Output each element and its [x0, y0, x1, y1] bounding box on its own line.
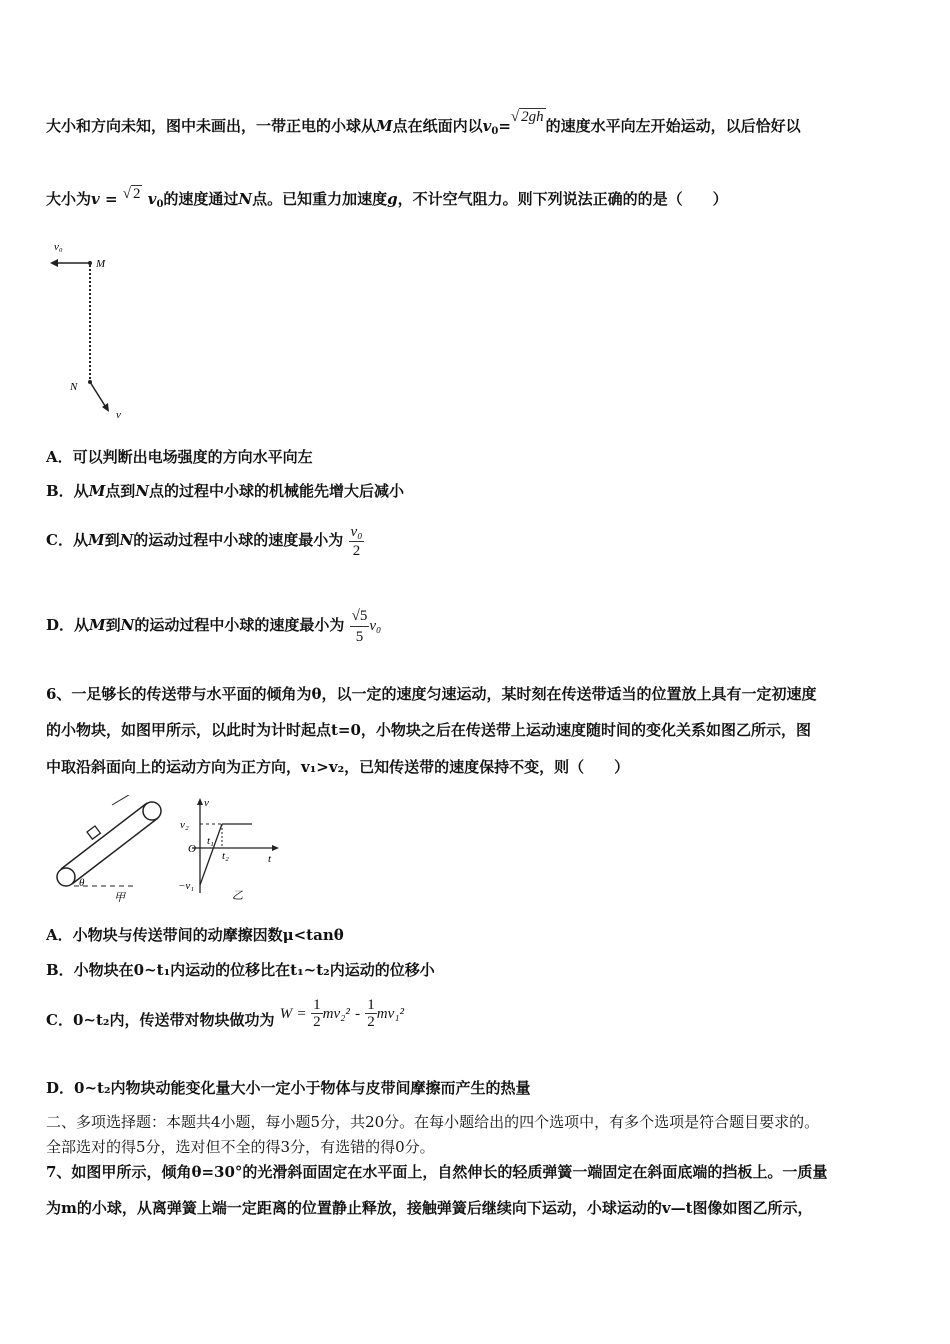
work-formula	[280, 991, 404, 1036]
q5-option-c	[46, 520, 364, 560]
section2-line1	[46, 1112, 819, 1132]
point-n: N	[120, 616, 135, 634]
minus: -	[355, 1005, 361, 1022]
fraction-v0-over-2	[349, 523, 365, 560]
point-m-dot	[88, 261, 92, 265]
text: A．小物块与传送带间的动摩擦因数μ<tanθ	[46, 926, 344, 944]
text: 点到	[105, 482, 136, 500]
q6-option-c	[46, 998, 404, 1044]
text: 的速度通过	[163, 190, 239, 208]
q6-option-b	[46, 960, 435, 980]
text: A．可以判断出电场强度的方向水平向左	[46, 448, 313, 466]
q5-figure	[46, 236, 146, 426]
point-n: N	[238, 190, 253, 208]
label-m: M	[96, 258, 106, 270]
text: 为m的小球，从离弹簧上端一定距离的位置静止释放，接触弹簧后继续向下运动，小球运动的v—t图像如图乙所示，	[46, 1199, 813, 1217]
label-t1: t₁	[207, 835, 214, 847]
text: 点在纸面内以	[392, 117, 483, 135]
g-symbol: g	[387, 190, 398, 208]
label-theta: θ	[79, 877, 85, 889]
q6-line1	[46, 684, 816, 704]
text: 点的过程中小球的机械能先增大后减小	[149, 482, 405, 500]
sqrt-2: √ 2	[122, 186, 141, 202]
point-m: M	[88, 482, 106, 500]
text: 大小为	[46, 190, 92, 208]
v0-symbol: v₀	[369, 618, 382, 634]
vt-graph	[178, 797, 279, 902]
text: 7、如图甲所示，倾角θ=30°的光滑斜面固定在水平面上，自然伸长的轻质弹簧一端固定在斜面底端的挡板上。一质量	[46, 1163, 828, 1181]
block	[87, 826, 100, 839]
arrow-head	[50, 259, 58, 267]
text: B．小物块在0~t₁内运动的位移比在t₁~t₂内运动的位移小	[46, 961, 435, 979]
equals: =	[297, 1005, 306, 1022]
text: D．从	[46, 616, 90, 634]
label-jia: 甲	[114, 892, 125, 904]
q6-line3	[46, 757, 629, 777]
q6-line2	[46, 720, 811, 740]
subscript: 0	[156, 199, 164, 210]
label-o: O	[188, 843, 196, 855]
text: 全部选对的得5分，选对但不全的得3分，有选错的得0分。	[46, 1138, 435, 1156]
point-n: N	[119, 531, 134, 549]
equals: =	[498, 117, 511, 135]
text: 的小物块，如图甲所示，以此时为计时起点t=0，小物块之后在传送带上运动速度随时间的变化关系如图乙所示，图	[46, 721, 811, 739]
q5-line1	[46, 109, 801, 142]
sqrt-2gh: √ 2gh	[510, 109, 544, 125]
equals: =	[99, 190, 123, 208]
q5-option-d	[46, 602, 381, 649]
text: 点。已知重力加速度	[252, 190, 388, 208]
numerator: √5	[351, 607, 368, 624]
motion-arrow	[112, 795, 132, 805]
point-m: M	[87, 531, 105, 549]
point-m: M	[376, 117, 393, 135]
half-fraction	[311, 997, 323, 1030]
text: 到	[104, 531, 120, 549]
text: 中取沿斜面向上的运动方向为正方向，v₁>v₂，已知传送带的速度保持不变，则（ ）	[46, 758, 630, 776]
label-v0: v₀	[54, 241, 63, 253]
text: 二、多项选择题：本题共4小题，每小题5分，共20分。在每小题给出的四个选项中，有多个选项是符合题目要求的。	[46, 1113, 820, 1131]
label-t2: t₂	[222, 850, 229, 862]
text: C．从	[46, 531, 88, 549]
v0-symbol: v	[147, 190, 157, 208]
q6-option-a	[46, 925, 344, 945]
text: 的运动过程中小球的速度最小为	[134, 616, 345, 634]
radicand: 2gh	[521, 109, 544, 125]
text: 到	[105, 616, 121, 634]
mv1-squared: mv₁²	[376, 1005, 404, 1022]
v0-symbol: v	[482, 117, 492, 135]
subscript: 0	[491, 126, 499, 137]
v-arrow	[90, 382, 107, 409]
v-symbol: v	[91, 190, 100, 208]
text: ，不计空气阻力。则下列说法正确的的是（ ）	[397, 190, 728, 208]
half-fraction	[365, 997, 377, 1030]
q6-figure	[52, 795, 292, 905]
label-minus-v1: −v₁	[178, 880, 195, 892]
axis-arrow	[272, 845, 279, 851]
w-symbol: W	[279, 1005, 293, 1022]
text: C．0~t₂内，传送带对物块做功为	[46, 1011, 275, 1029]
label-v: v	[204, 797, 209, 809]
numerator: v₀	[350, 523, 363, 540]
numerator: 1	[313, 997, 321, 1013]
arrow-head	[102, 403, 109, 412]
label-v: v	[116, 409, 121, 421]
text: 的速度水平向左开始运动，以后恰好以	[545, 117, 801, 135]
label-yi: 乙	[232, 890, 243, 902]
fraction-sqrt5-over-5	[350, 606, 370, 647]
mv2-squared: mv₂²	[322, 1005, 350, 1022]
numerator: 1	[367, 997, 375, 1013]
denominator: 2	[313, 1014, 321, 1030]
conveyor-belt-figure	[57, 795, 161, 904]
text: B．从	[46, 482, 89, 500]
denominator: 2	[367, 1014, 375, 1030]
q5-line2	[46, 186, 728, 215]
point-m: M	[89, 616, 106, 634]
text: 6、一足够长的传送带与水平面的倾角为θ，以一定的速度匀速运动，某时刻在传送带适当的位置放上具有一定初速度	[46, 685, 817, 703]
section2-line2	[46, 1137, 435, 1157]
radicand: 2	[132, 186, 141, 202]
velocity-line	[200, 824, 222, 885]
point-n: N	[135, 482, 150, 500]
axis-arrow	[197, 798, 203, 805]
label-t: t	[268, 853, 272, 865]
label-v2: v₂	[180, 819, 189, 831]
q5-option-a	[46, 447, 313, 467]
q7-line2	[46, 1198, 813, 1218]
q5-option-b	[46, 481, 404, 501]
q6-option-d	[46, 1078, 531, 1098]
denominator: 5	[350, 626, 370, 647]
q7-line1	[46, 1162, 827, 1182]
label-n: N	[70, 381, 78, 393]
text: D．0~t₂内物块动能变化量大小一定小于物体与皮带间摩擦而产生的热量	[46, 1079, 531, 1097]
text: 的运动过程中小球的速度最小为	[133, 531, 344, 549]
denominator: 2	[349, 541, 365, 560]
text: 大小和方向未知，图中未画出，一带正电的小球从	[46, 117, 377, 135]
